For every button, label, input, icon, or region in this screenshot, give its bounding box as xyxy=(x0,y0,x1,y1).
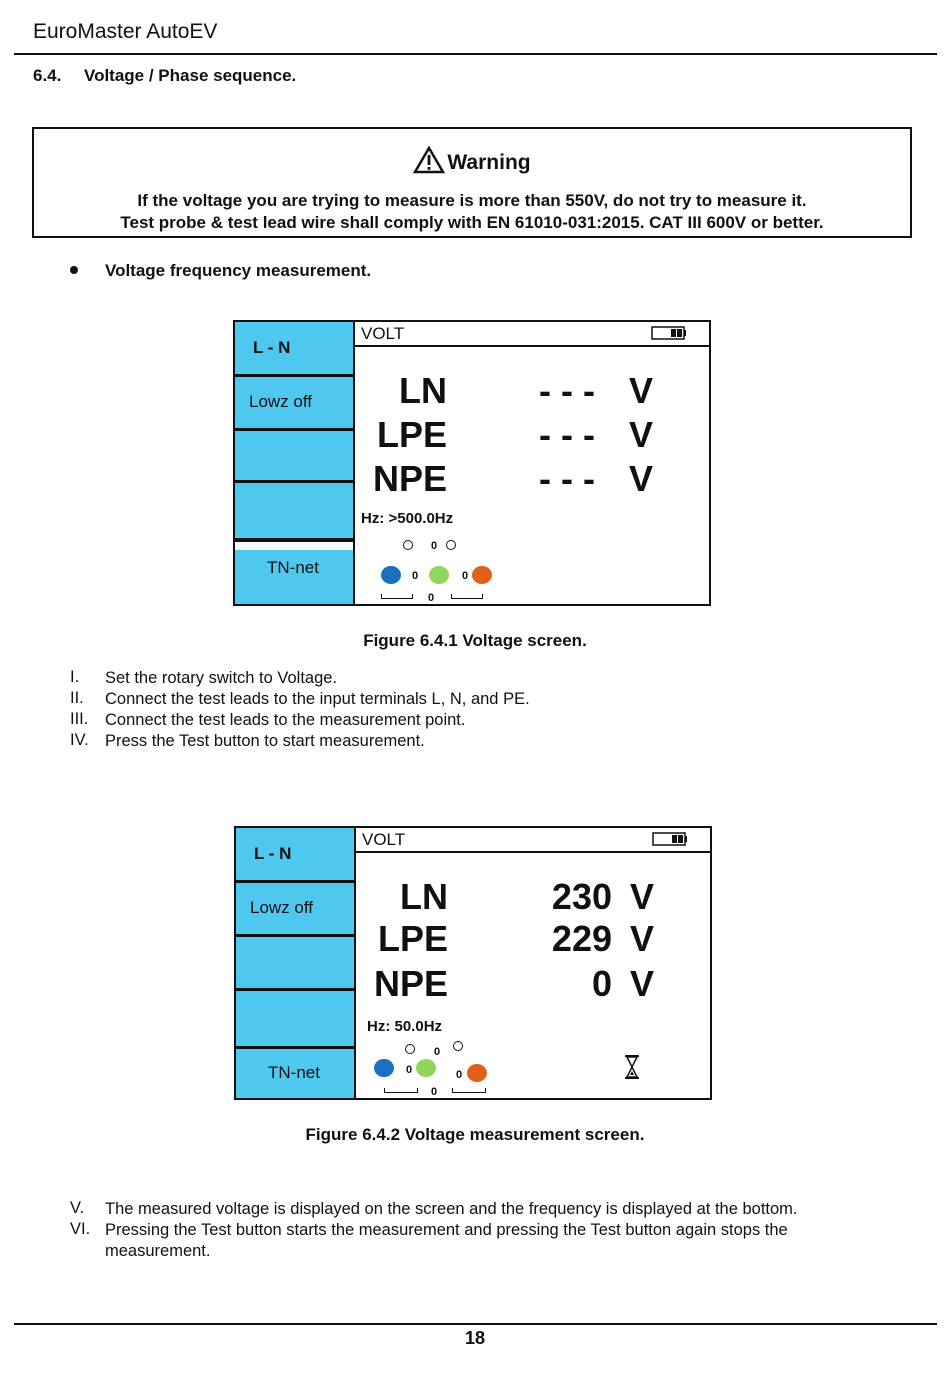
row-value-npe: - - - xyxy=(539,458,595,499)
row-label-ln: LN xyxy=(400,876,448,917)
step-text: Press the Test button to start measurement. xyxy=(105,732,425,750)
row-label-ln: LN xyxy=(399,370,447,411)
measurement-panel xyxy=(356,826,712,1100)
footer-rule xyxy=(14,1323,937,1325)
step-number: VI. xyxy=(70,1220,91,1238)
row-value-lpe: - - - xyxy=(539,414,595,455)
sidebar-item-l-n: L - N xyxy=(253,338,291,357)
l-phase-dot-icon xyxy=(374,1059,394,1077)
sidebar-panel xyxy=(233,320,355,606)
phase-ring-icon xyxy=(453,1041,463,1051)
sidebar-panel xyxy=(234,826,356,1100)
figure-1-caption: Figure 6.4.1 Voltage screen. xyxy=(363,631,587,650)
l-phase-dot-icon xyxy=(381,566,401,584)
frequency-readout: Hz: >500.0Hz xyxy=(361,510,454,527)
step-number: I. xyxy=(70,668,80,686)
step-text: The measured voltage is displayed on the screen and the frequency is displayed at the bottom. xyxy=(105,1200,798,1218)
row-label-lpe: LPE xyxy=(378,918,449,959)
voltage-screen-figure-1 xyxy=(233,320,711,606)
row-value-ln: 230 xyxy=(551,876,612,917)
phase-value: 0 xyxy=(462,570,469,582)
sidebar-divider xyxy=(235,374,357,377)
phase-bracket xyxy=(384,1088,418,1093)
sidebar-item-tn-net: TN-net xyxy=(267,558,319,577)
row-unit-lpe: V xyxy=(630,918,655,959)
row-unit-lpe: V xyxy=(629,414,654,455)
row-value-ln: - - - xyxy=(539,370,595,411)
n-phase-dot-icon xyxy=(467,1064,487,1082)
row-unit-npe: V xyxy=(629,458,654,499)
sidebar-divider xyxy=(236,988,358,991)
step-number: II. xyxy=(70,689,84,707)
screen-titlebar xyxy=(355,322,709,347)
warning-heading xyxy=(34,146,910,175)
phase-ring-icon xyxy=(446,540,456,550)
row-label-lpe: LPE xyxy=(377,414,448,455)
titlebar-corner xyxy=(353,322,355,377)
warning-box xyxy=(32,127,912,238)
phase-value: 0 xyxy=(431,540,438,552)
hourglass-icon xyxy=(624,1054,640,1080)
sidebar-divider xyxy=(236,1046,358,1049)
warning-title: Warning xyxy=(447,151,531,174)
row-value-npe: 0 xyxy=(591,963,612,1004)
bullet-text: Voltage frequency measurement. xyxy=(105,261,372,280)
step-text: Set the rotary switch to Voltage. xyxy=(105,669,338,687)
row-value-lpe: 229 xyxy=(551,918,612,959)
n-phase-dot-icon xyxy=(472,566,492,584)
screen-titlebar xyxy=(356,828,710,853)
row-label-npe: NPE xyxy=(374,963,449,1004)
header-rule xyxy=(14,53,937,55)
sidebar-divider xyxy=(236,934,358,937)
measurement-panel xyxy=(355,320,711,606)
phase-value: 0 xyxy=(434,1046,441,1058)
pe-phase-dot-icon xyxy=(416,1059,436,1077)
sidebar-gap xyxy=(235,542,353,550)
sidebar-item-lowz: Lowz off xyxy=(249,392,313,411)
step-text: Connect the test leads to the input terminals L, N, and PE. xyxy=(105,690,530,708)
step-text: Pressing the Test button starts the measurement and pressing the Test button again stops the measurement. xyxy=(105,1221,788,1260)
frequency-readout: Hz: 50.0Hz xyxy=(367,1018,443,1035)
phase-value: 0 xyxy=(406,1064,413,1076)
phase-value: 0 xyxy=(431,1086,438,1098)
figure-2-caption: Figure 6.4.2 Voltage measurement screen. xyxy=(305,1125,645,1144)
titlebar-corner xyxy=(354,828,356,883)
step-number: V. xyxy=(70,1199,85,1217)
sidebar-divider xyxy=(235,480,357,483)
sidebar-item-l-n: L - N xyxy=(254,844,292,863)
screen-title: VOLT xyxy=(362,830,406,849)
phase-bracket xyxy=(452,1088,486,1093)
row-label-npe: NPE xyxy=(373,458,448,499)
battery-icon xyxy=(652,831,688,847)
sidebar-item-tn-net: TN-net xyxy=(268,1063,320,1082)
section-title: Voltage / Phase sequence. xyxy=(84,66,297,85)
sidebar-divider xyxy=(236,880,358,883)
bullet-icon xyxy=(70,266,78,274)
voltage-screen-figure-2 xyxy=(234,826,712,1100)
phase-bracket xyxy=(381,594,413,599)
phase-value: 0 xyxy=(456,1069,463,1081)
phase-bracket xyxy=(451,594,483,599)
warning-line-1: If the voltage you are trying to measure is more than 550V, do not try to measure it. xyxy=(137,191,807,210)
warning-triangle-icon xyxy=(413,146,445,174)
phase-ring-icon xyxy=(405,1044,415,1054)
phase-value: 0 xyxy=(428,592,435,604)
phase-ring-icon xyxy=(403,540,413,550)
row-unit-npe: V xyxy=(630,963,655,1004)
page-number: 18 xyxy=(464,1328,486,1348)
step-number: IV. xyxy=(70,731,89,749)
step-text: Connect the test leads to the measurement point. xyxy=(105,711,466,729)
sidebar-item-lowz: Lowz off xyxy=(250,898,314,917)
step-number: III. xyxy=(70,710,89,728)
sidebar-divider xyxy=(235,428,357,431)
pe-phase-dot-icon xyxy=(429,566,449,584)
row-unit-ln: V xyxy=(630,876,655,917)
document-header-title: EuroMaster AutoEV xyxy=(33,20,218,43)
screen-title: VOLT xyxy=(361,324,405,343)
warning-line-2: Test probe & test lead wire shall comply with EN 61010-031:2015. CAT III 600V or better. xyxy=(120,213,824,232)
battery-icon xyxy=(651,325,687,341)
section-number: 6.4. xyxy=(33,66,62,85)
row-unit-ln: V xyxy=(629,370,654,411)
phase-value: 0 xyxy=(412,570,419,582)
